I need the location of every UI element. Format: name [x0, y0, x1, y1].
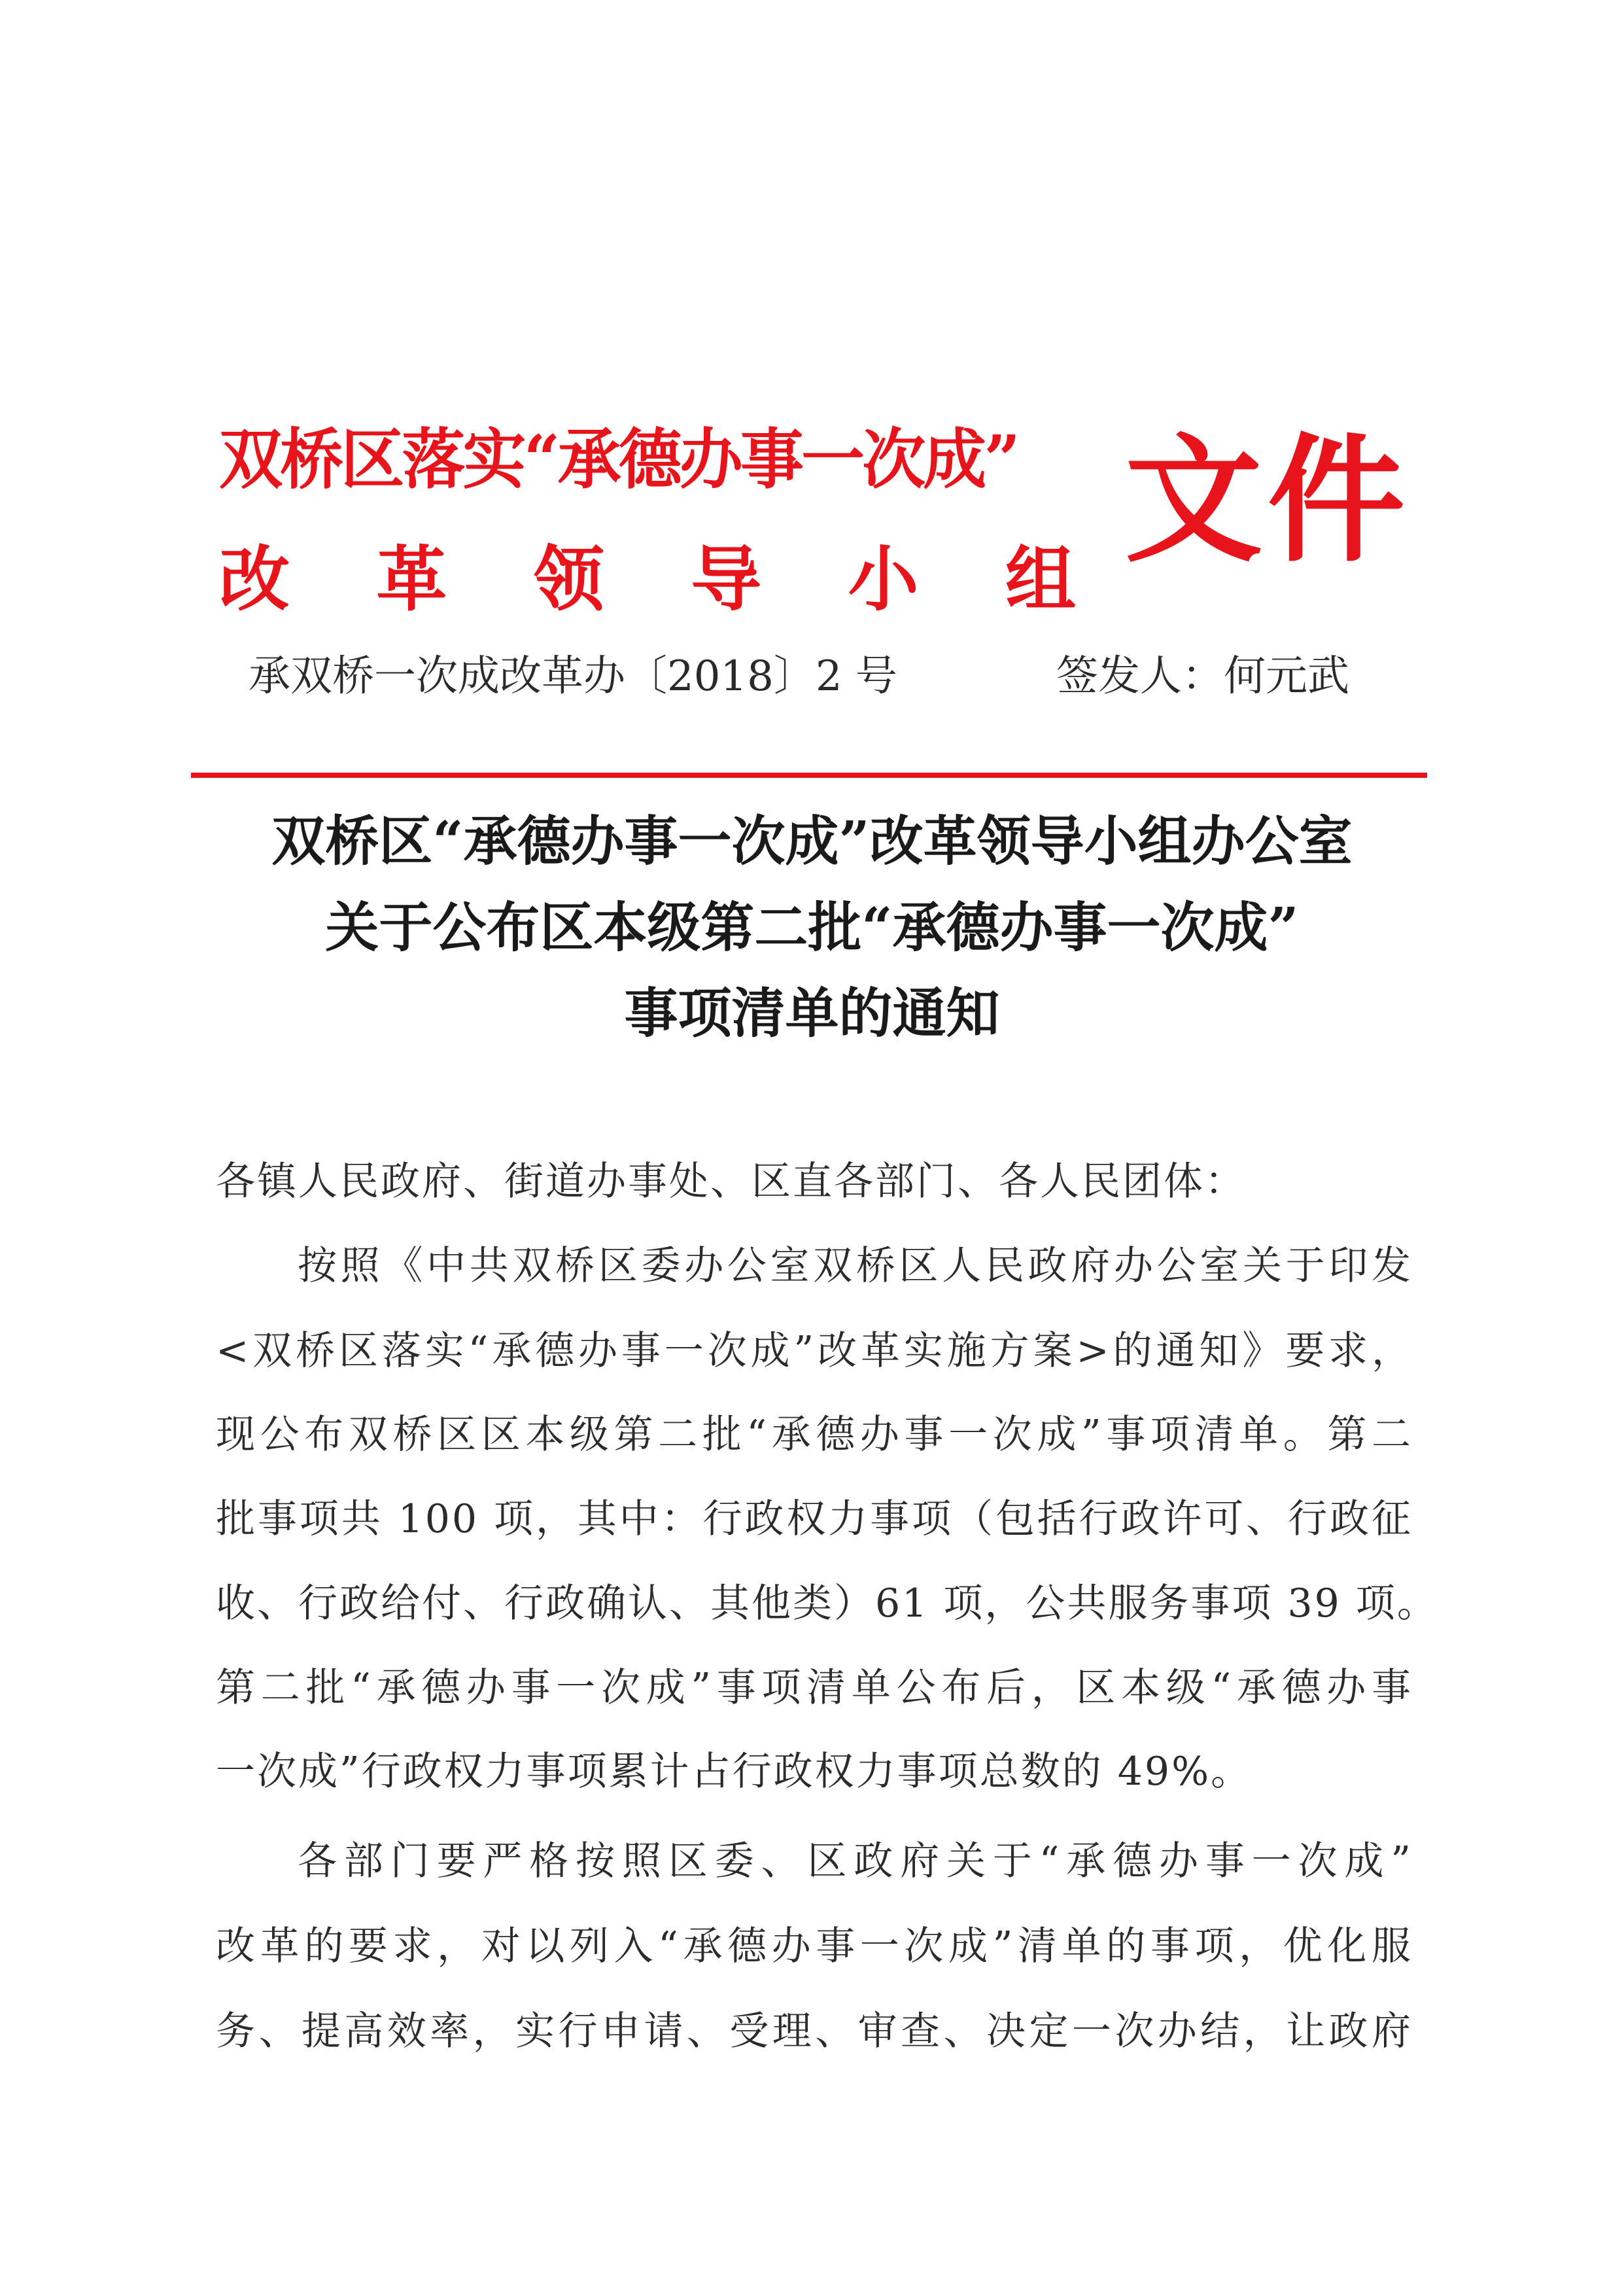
masthead-char: 导	[691, 538, 762, 621]
paragraph-1-line: 第二批“承德办事一次成”事项清单公布后，区本级“承德办事	[216, 1665, 1413, 1711]
paragraph-1-line: 批事项共 100 项，其中：行政权力事项（包括行政许可、行政征	[216, 1496, 1413, 1542]
masthead-char: 小	[848, 538, 919, 621]
paragraph-2-line: 务、提高效率，实行申请、受理、审查、决定一次办结，让政府	[216, 2008, 1413, 2054]
masthead-line-1: 双桥区落实“承德办事一次成”	[219, 421, 1018, 498]
paragraph-1-line: 现公布双桥区区本级第二批“承德办事一次成”事项清单。第二	[216, 1412, 1413, 1458]
masthead-line-2	[219, 538, 1076, 621]
paragraph-1-line: 收、行政给付、行政确认、其他类）61 项，公共服务事项 39 项。	[216, 1581, 1438, 1626]
paragraph-2-line: 改革的要求，对以列入“承德办事一次成”清单的事项，优化服	[216, 1923, 1413, 1969]
salutation: 各镇人民政府、街道办事处、区直各部门、各人民团体：	[216, 1159, 1246, 1204]
masthead-char: 组	[1005, 538, 1076, 621]
paragraph-2-line: 各部门要严格按照区委、区政府关于“承德办事一次成”	[298, 1838, 1413, 1884]
masthead-wenjian: 文件	[1125, 419, 1411, 581]
masthead-char: 改	[219, 538, 290, 621]
paragraph-1-line: <双桥区落实“承德办事一次成”改革实施方案>的通知》要求，	[216, 1328, 1413, 1374]
title-line-3: 事项清单的通知	[624, 982, 1000, 1045]
paragraph-1-line: 一次成”行政权力事项累计占行政权力事项总数的 49%。	[216, 1749, 1253, 1795]
masthead-char: 领	[533, 538, 604, 621]
document-number: 承双桥一次成改革办〔2018〕2 号	[249, 652, 897, 701]
issuer: 签发人：何元武	[1056, 652, 1349, 701]
red-separator-line	[191, 773, 1427, 778]
paragraph-1-line: 按照《中共双桥区委办公室双桥区人民政府办公室关于印发	[298, 1243, 1413, 1289]
title-line-2: 关于公布区本级第二批“承德办事一次成”	[325, 896, 1299, 959]
title-line-1: 双桥区“承德办事一次成”改革领导小组办公室	[271, 810, 1353, 873]
masthead-char: 革	[376, 538, 447, 621]
